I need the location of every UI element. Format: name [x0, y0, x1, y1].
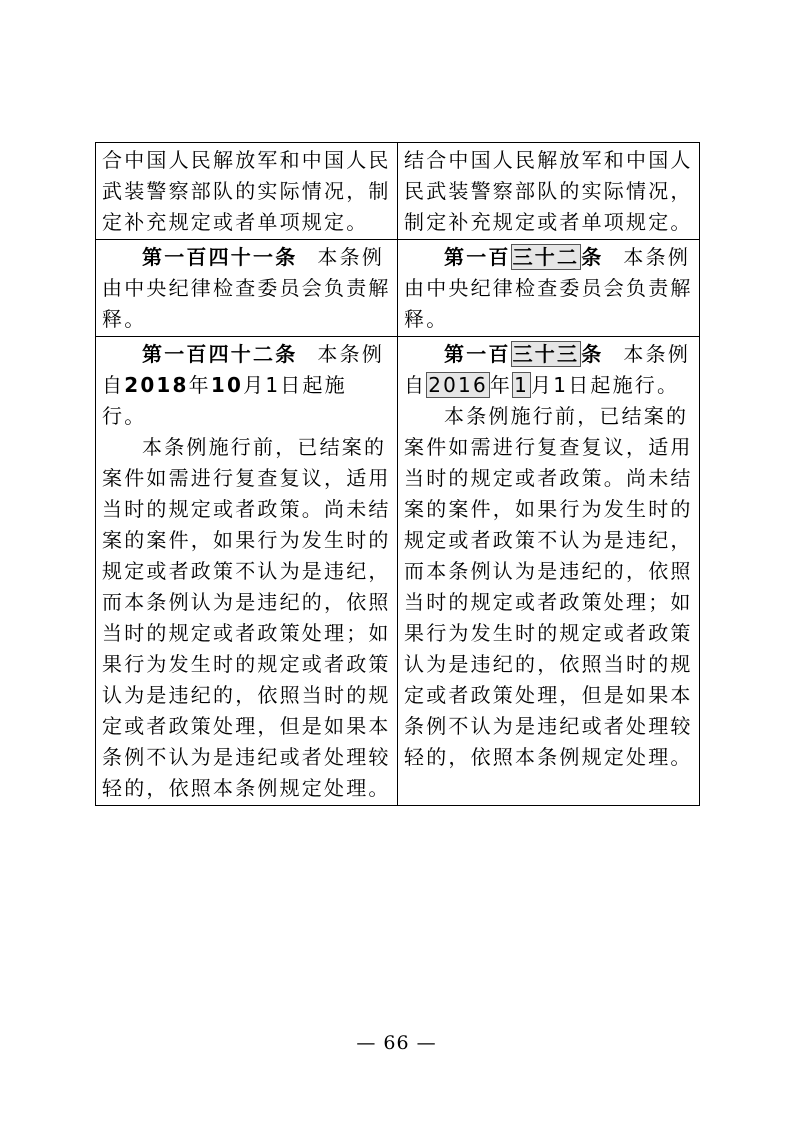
- article-suffix: 条: [581, 342, 604, 366]
- table-row: [96, 337, 700, 806]
- left-cell: [96, 240, 398, 337]
- left-cell: [96, 143, 398, 240]
- month-unit: 月: [531, 373, 554, 397]
- month-value: 10: [210, 373, 244, 397]
- article-tail: 日起施行。: [102, 373, 347, 428]
- page-number: — 66 —: [356, 1032, 437, 1054]
- day-value: 1: [553, 373, 569, 397]
- article-prefix: 第一百: [142, 342, 209, 366]
- article-suffix: 条: [275, 245, 298, 269]
- table-row: [96, 240, 700, 337]
- article-number-highlight: 三十二: [512, 245, 580, 269]
- article-body: 本条例自: [102, 342, 385, 397]
- table-row: [96, 143, 700, 240]
- article-number: 四十一: [208, 245, 276, 269]
- article-suffix: 条: [581, 245, 604, 269]
- right-text: 结合中国人民解放军和中国人民武装警察部队的实际情况，制定补充规定或者单项规定。: [404, 148, 693, 234]
- article-prefix: 第一百: [444, 245, 511, 269]
- left-text: 合中国人民解放军和中国人民武装警察部队的实际情况，制定补充规定或者单项规定。: [102, 148, 391, 234]
- article-paragraph: [102, 339, 391, 432]
- article-number-highlight: 三十三: [512, 342, 580, 366]
- article-paragraph: [102, 242, 391, 335]
- article-prefix: 第一百: [444, 342, 511, 366]
- comparison-table: [95, 142, 700, 806]
- year-unit: 年: [489, 373, 513, 397]
- month-unit: 月: [243, 373, 266, 397]
- article-number: 四十二: [208, 342, 276, 366]
- year-value-highlight: 2016: [428, 373, 488, 397]
- article-paragraph: [404, 339, 693, 401]
- article-body: 本条例由中央纪律检查委员会负责解释。: [102, 245, 391, 331]
- article-tail: 日起施行。: [568, 373, 680, 397]
- year-value: 2018: [124, 373, 189, 397]
- right-cell: [398, 143, 700, 240]
- article-body: 本条例自: [404, 342, 691, 397]
- article-prefix: 第一百: [142, 245, 209, 269]
- article-paragraph-2: 本条例施行前，已结案的案件如需进行复查复议，适用当时的规定或者政策。尚未结案的案件，如果行为发生时的规定或者政策不认为是违纪，而本条例认为是违纪的，依照当时的规定或者政策处理；如果行为发生时的规定或者政策认为是违纪的，依照当时的规定或者政策处理，但是如果本条例不认为是违纪或者处理较轻的，依照本条例规定处理。: [102, 435, 391, 800]
- left-cell: [96, 337, 398, 806]
- month-value-highlight: 1: [514, 373, 530, 397]
- article-suffix: 条: [275, 342, 298, 366]
- day-value: 1: [265, 373, 281, 397]
- article-paragraph-2: 本条例施行前，已结案的案件如需进行复查复议，适用当时的规定或者政策。尚未结案的案件，如果行为发生时的规定或者政策不认为是违纪，而本条例认为是违纪的，依照当时的规定或者政策处理；如果行为发生时的规定或者政策认为是违纪的，依照当时的规定或者政策处理，但是如果本条例不认为是违纪或者处理较轻的，依照本条例规定处理。: [404, 404, 693, 769]
- right-cell: [398, 337, 700, 806]
- year-unit: 年: [188, 373, 211, 397]
- article-body: 本条例由中央纪律检查委员会负责解释。: [404, 245, 693, 331]
- right-cell: [398, 240, 700, 337]
- article-paragraph: [404, 242, 693, 335]
